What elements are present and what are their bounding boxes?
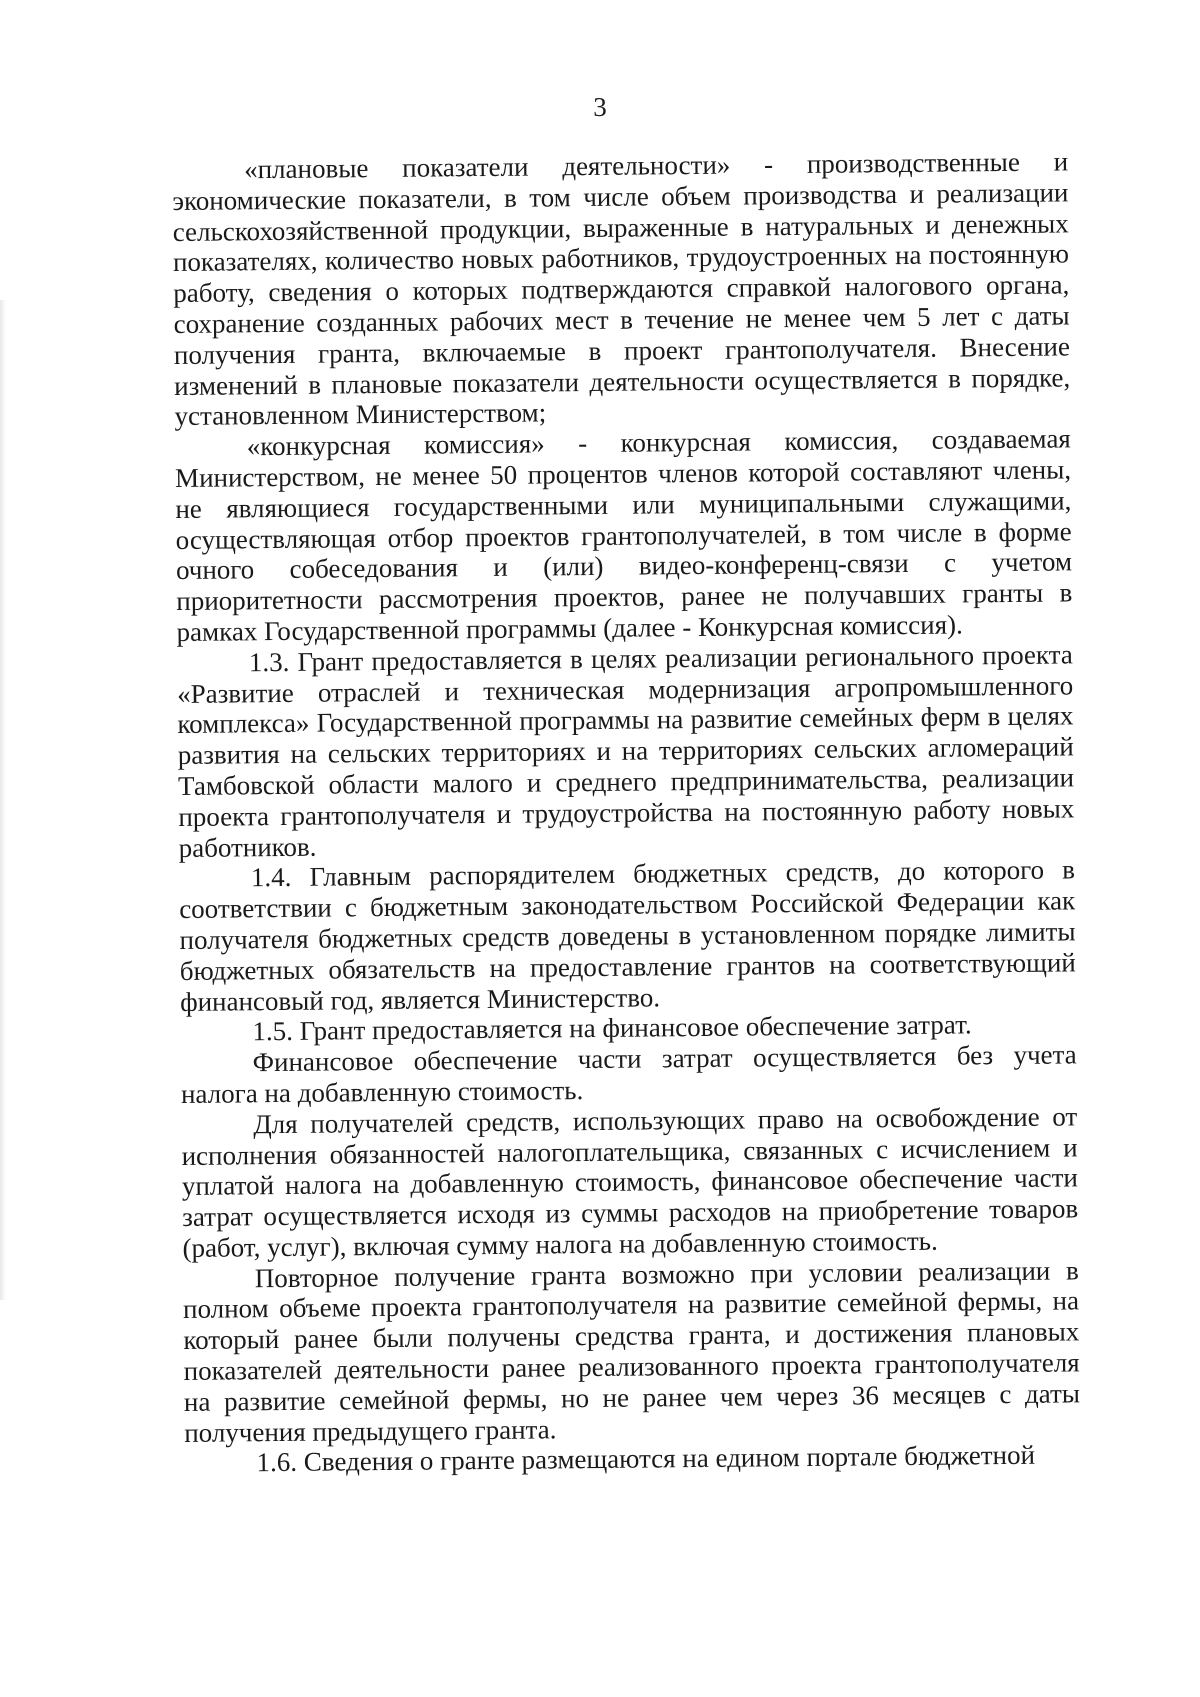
paragraph-planned-indicators-definition: «плановые показатели деятельности» - производственные и экономические показатели, в том числе объем производства и реализации сельскохозяйственной продукции, выраженные в натуральных и денежных показателях, количество новых работников, трудоустроенных на постоянную работу, сведения о которых подтверждаются справкой налогового органа, сохранение созданных рабочих мест в течение не менее чем 5 лет с даты получения гранта, включаемые в проект грантополучателя. Внесение изменений в плановые показатели деятельности осуществляется в порядке, установленном Министерством; [172, 146, 1071, 432]
paragraph-1-5-grant-financing: 1.5. Грант предоставляется на финансовое обеспечение затрат. [252, 1009, 972, 1047]
paragraph-vat-exclusion: Финансовое обеспечение части затрат осуществляется без учета налога на добавленную стоимость. [180, 1039, 1077, 1109]
paragraph-vat-exempt-recipients: Для получателей средств, использующих право на освобождение от исполнения обязанностей налогоплательщика, связанных с исчислением и уплатой налога на добавленную стоимость, финансовое обеспечение части затрат осуществляется исходя из суммы расходов на приобретение товаров (работ, услуг), включая сумму налога на добавленную стоимость. [181, 1101, 1079, 1263]
paragraph-1-3-grant-purpose: 1.3. Грант предоставляется в целях реализации регионального проекта «Развитие отраслей и техническая модернизация агропромышленного комплекса» Государственной программы на развитие семейных ферм в целях развития на сельских территориях и на территориях сельских агломераций Тамбовской области малого и среднего предпринимательства, реализации проекта грантополучателя и трудоустройства на постоянную работу новых работников. [177, 639, 1075, 863]
scan-edge-shadow [0, 300, 6, 1300]
paragraph-1-4-main-administrator: 1.4. Главным распорядителем бюджетных средств, до которого в соответствии с бюджетным законодательством Российской Федерации как получателя бюджетных средств доведены в установленном порядке лимиты бюджетных обязательств на предоставление грантов на соответствующий финансовый год, является Министерство. [179, 854, 1076, 1017]
paragraph-competition-commission-definition: «конкурсная комиссия» - конкурсная комиссия, создаваемая Министерством, не менее 50 процентов членов которой составляют члены, не являющиеся государственными или муниципальными служащими, осуществляющая отбор проектов грантополучателей, в том числе в форме очного собеседования и (или) видео-конференц-связи с учетом приоритетности рассмотрения проектов, ранее не получавших гранты в рамках Государственной программы (далее - Конкурсная комиссия). [174, 423, 1073, 647]
paragraph-1-6-grant-info: 1.6. Сведения о гранте размещаются на едином портале бюджетной [256, 1440, 1036, 1478]
document-body [172, 146, 1081, 1479]
page-number: 3 [593, 92, 607, 122]
paragraph-repeat-grant: Повторное получение гранта возможно при условии реализации в полном объеме проекта грантополучателя на развитие семейной фермы, на который ранее были получены средства гранта, и достижения плановых показателей деятельности ранее реализованного проекта грантополучателя на развитие семейной фермы, но не ранее чем через 36 месяцев с даты получения предыдущего гранта. [182, 1255, 1081, 1448]
